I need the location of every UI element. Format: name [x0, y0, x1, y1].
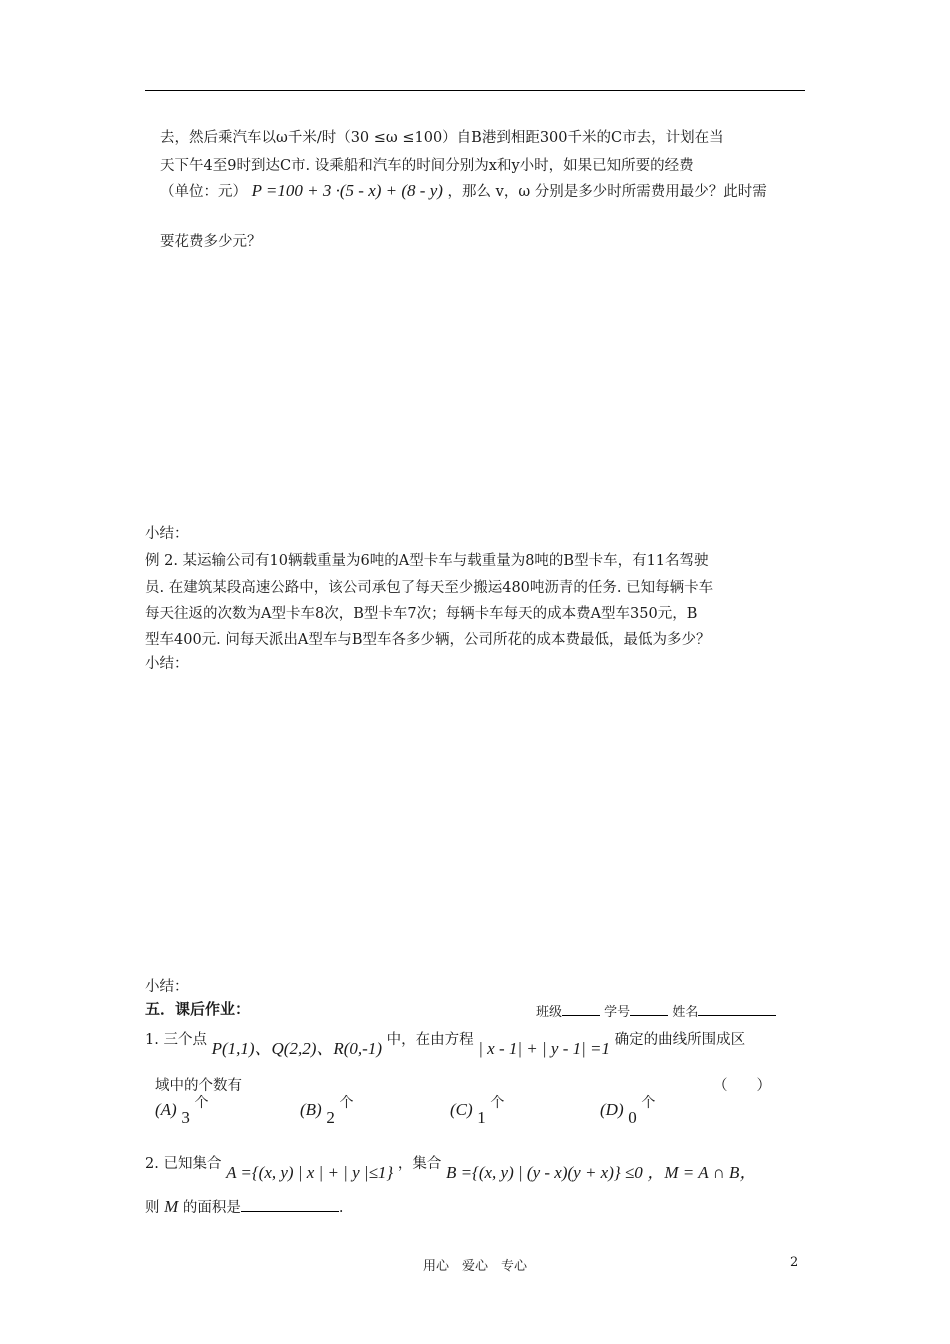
class-blank[interactable]	[562, 1003, 600, 1016]
area-answer-blank[interactable]	[241, 1199, 339, 1212]
q2-set-a: A ={(x, y) | x | + | y |≤1}	[226, 1163, 394, 1182]
summary-label-3: 小结：	[145, 979, 189, 995]
name-blank[interactable]	[698, 1003, 776, 1016]
example2-line3: 每天往返的次数为A型卡车8次，B型卡车7次；每辆卡车每天的成本费A型车350元，B	[145, 606, 698, 622]
header-rule	[145, 90, 805, 91]
example2-line2: 员. 在建筑某段高速公路中，该公司承包了每天至少搬运480吨沥青的任务. 已知每辆卡车	[145, 580, 714, 596]
student-info: 班级 学号 姓名	[536, 1001, 776, 1020]
q1-answer-bracket: （ ）	[713, 1078, 771, 1094]
problem1-line2: 天下午4至9时到达C市. 设乘船和汽车的时间分别为x和y小时，如果已知所要的经费	[160, 158, 694, 174]
problem1-line3: （单位：元） P =100 + 3 ·(5 - x) + (8 - y) ，那么 v，ω 分别是多少时所需费用最少？此时需	[160, 181, 767, 200]
summary-label-1: 小结：	[145, 526, 189, 542]
example2-line1: 例 2. 某运输公司有10辆载重量为6吨的A型卡车与载重量为8吨的B型卡车，有11名驾驶	[145, 553, 709, 569]
q1-equation: | x - 1| + | y - 1| =1	[478, 1039, 611, 1058]
q1-option-d: (D) 0 个	[600, 1095, 656, 1127]
problem1-line4: 要花费多少元？	[160, 234, 262, 250]
q1-option-b: (B) 2 个	[300, 1095, 354, 1127]
page-number: 2	[790, 1255, 799, 1270]
q1-line1: 1. 三个点 P(1,1)、Q(2,2)、R(0,-1) 中，在由方程 | x - 1| + | y - 1| =1 确定的曲线所围成区	[145, 1032, 746, 1058]
q2-line2: 则 M 的面积是 .	[145, 1197, 344, 1216]
problem1-line1: 去，然后乘汽车以ω千米/时（30 ≤ω ≤100）自B港到相距300千米的C市去，计划在当	[160, 130, 724, 146]
summary-label-2: 小结：	[145, 656, 189, 672]
homework-title: 五．课后作业：	[145, 1000, 251, 1018]
q1-line2: 域中的个数有	[155, 1078, 242, 1094]
example2-line4: 型车400元. 问每天派出A型车与B型车各多少辆，公司所花的成本费最低，最低为多少？	[145, 632, 711, 648]
id-blank[interactable]	[630, 1003, 668, 1016]
q2-line1: 2. 已知集合 A ={(x, y) | x | + | y |≤1} ，集合 B ={(x, y) | (y - x)(y + x)} ≤0 ，M = A ∩ B，	[145, 1156, 757, 1182]
q1-option-a: (A) 3 个	[155, 1095, 209, 1127]
q2-set-m: ，M = A ∩ B，	[647, 1163, 757, 1182]
footer-motto: 用心 爱心 专心	[422, 1259, 527, 1274]
q1-points: P(1,1)、Q(2,2)、R(0,-1)	[211, 1039, 382, 1058]
q1-option-c: (C) 1 个	[450, 1095, 505, 1127]
cost-formula: P =100 + 3 ·(5 - x) + (8 - y)	[251, 181, 443, 200]
q2-set-b: B ={(x, y) | (y - x)(y + x)} ≤0	[445, 1163, 643, 1182]
